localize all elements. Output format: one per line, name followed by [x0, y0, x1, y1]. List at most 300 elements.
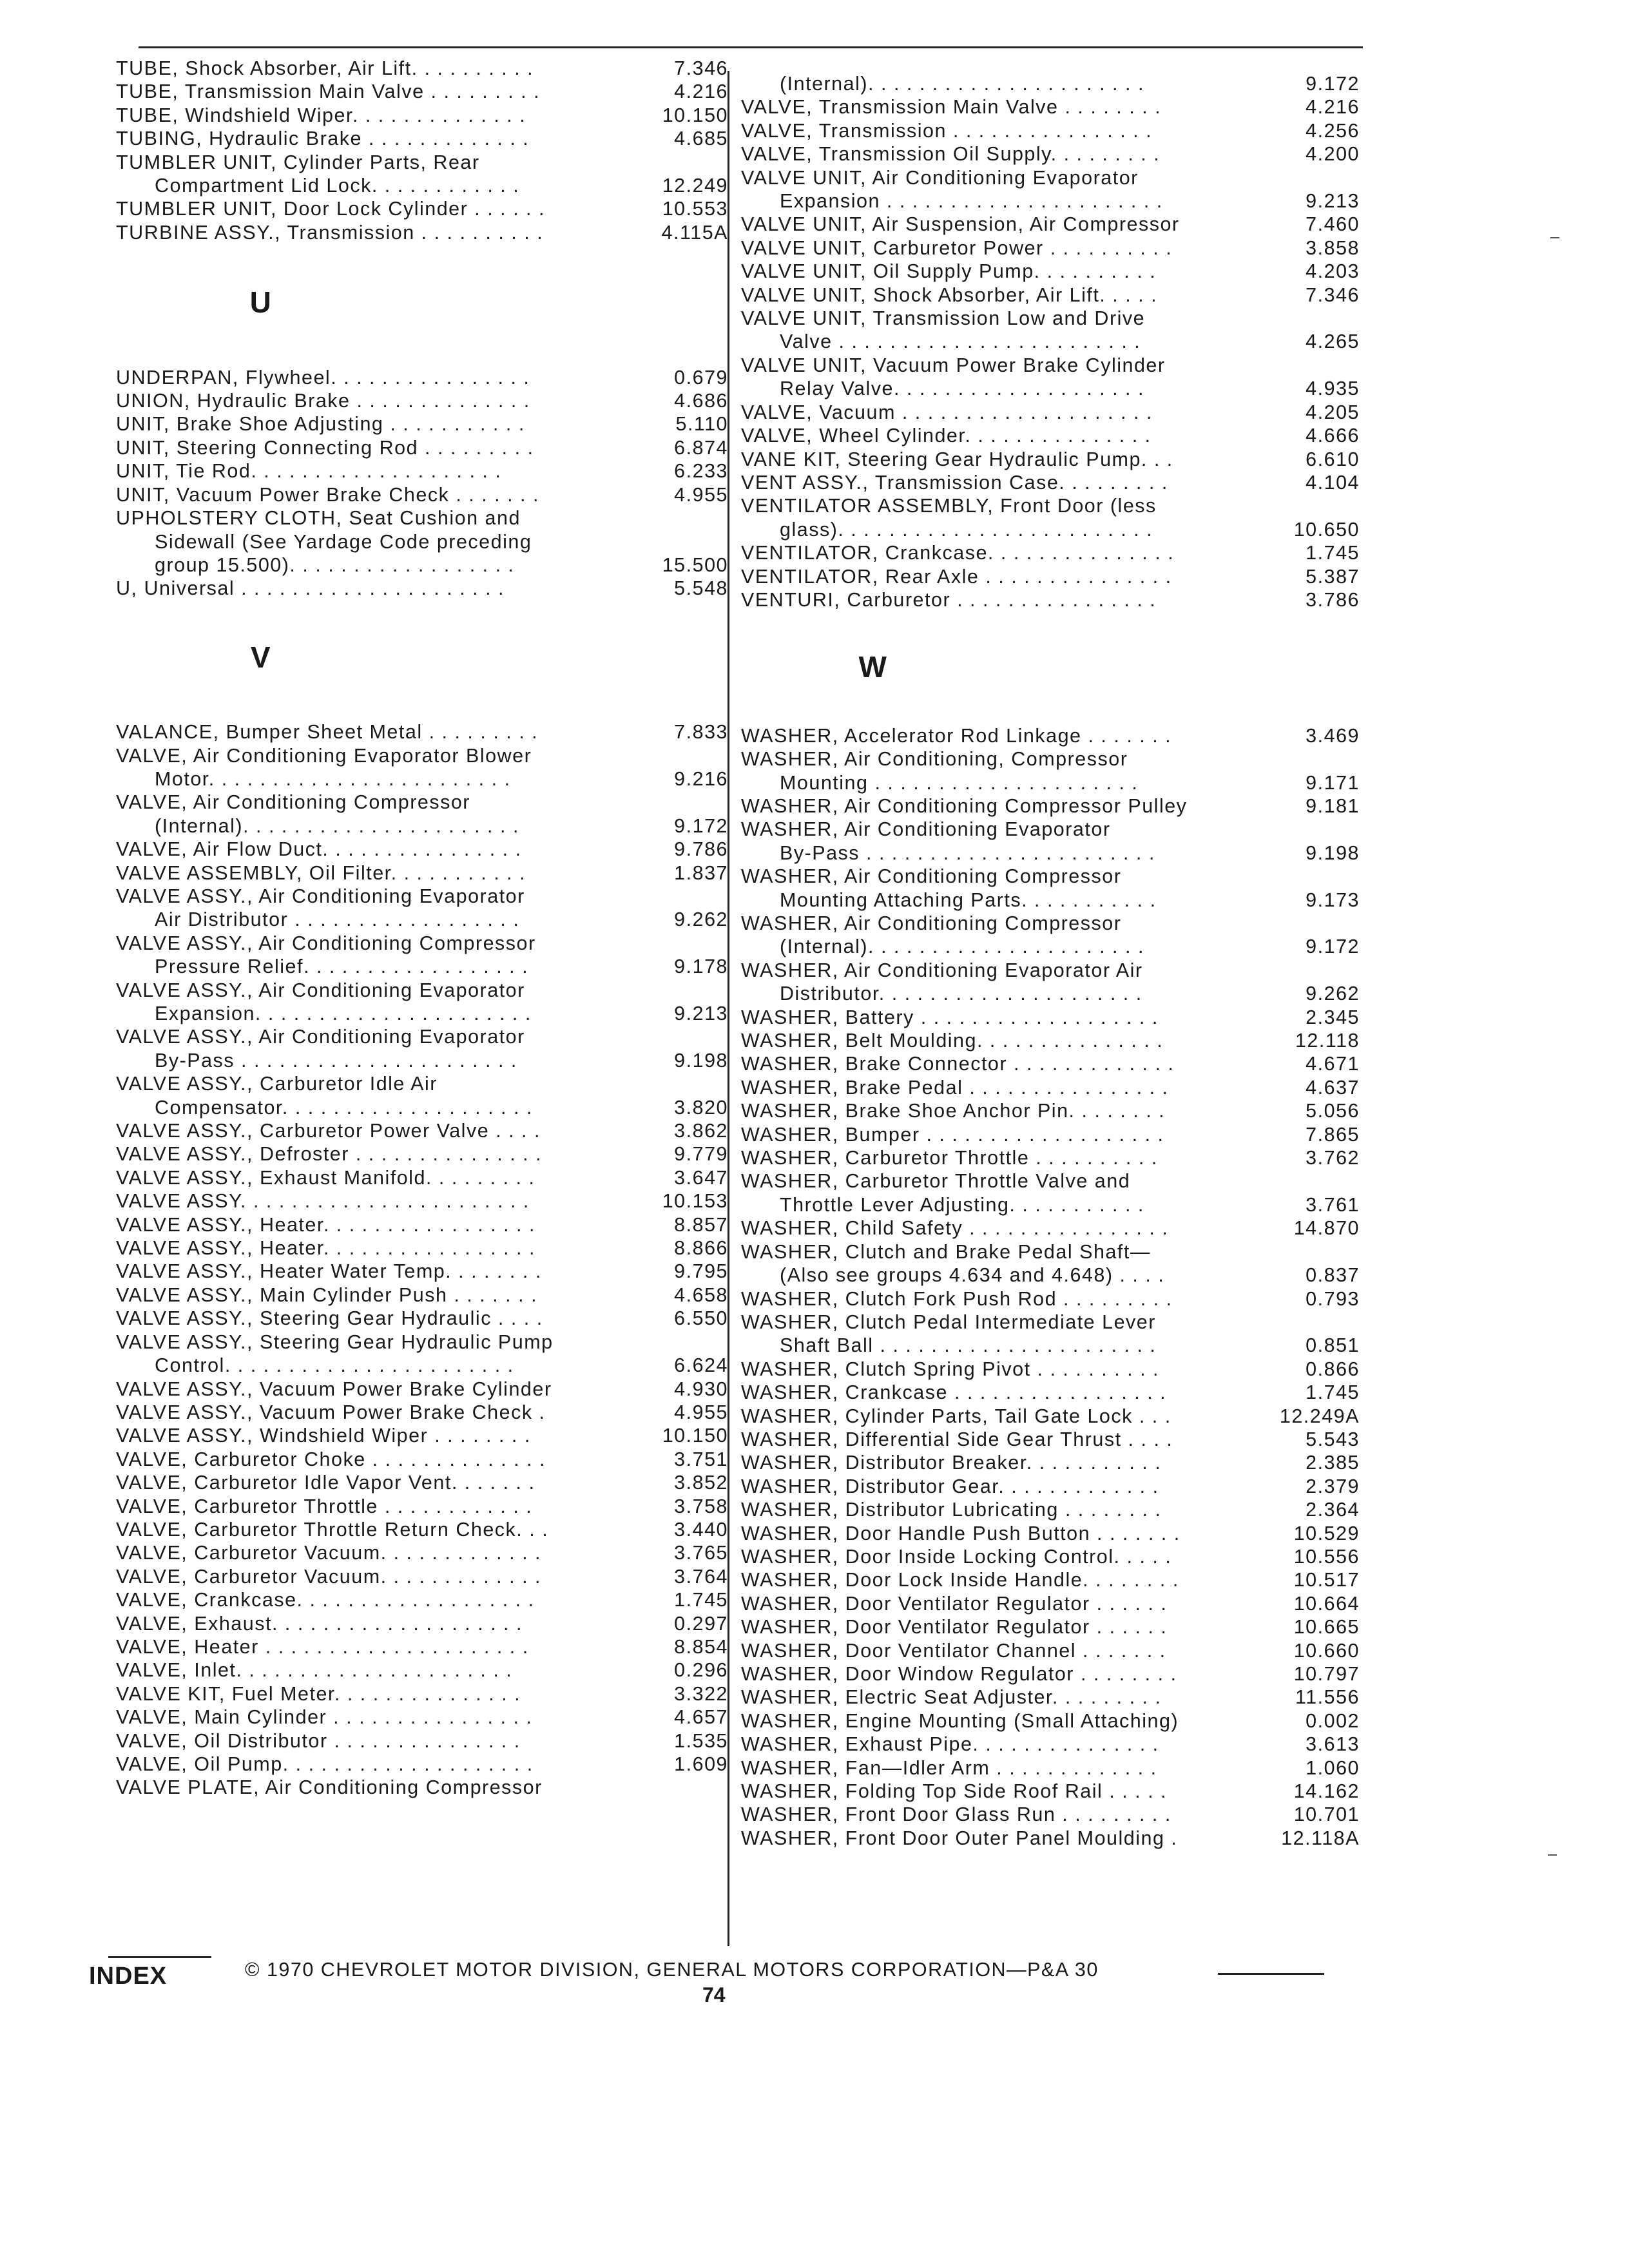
entry-line: (Internal). . . . . . . . . . . . . . . . . . . . . . — [780, 73, 1144, 95]
entry-line: VALVE, Heater . . . . . . . . . . . . . . . . . . . . . — [116, 1635, 529, 1658]
index-entry — [116, 932, 728, 979]
entry-text — [116, 1260, 631, 1283]
entry-line: WASHER, Electric Seat Adjuster. . . . . . . . . — [741, 1686, 1162, 1709]
index-entry — [116, 80, 728, 103]
entry-text — [741, 1686, 1263, 1709]
index-entry — [116, 1236, 728, 1260]
entry-line: WASHER, Air Conditioning Evaporator Air — [741, 959, 1143, 981]
entry-ref-number: 4.216 — [1306, 96, 1360, 119]
entry-ref-number: 6.624 — [674, 1354, 728, 1377]
entry-text — [741, 1216, 1263, 1240]
entry-text — [116, 1189, 631, 1213]
entry-text — [741, 1639, 1263, 1662]
entry-ref-number: 9.181 — [1306, 794, 1360, 817]
footer-rule-left — [108, 1956, 211, 1958]
entry-text — [741, 213, 1263, 236]
index-entry — [116, 1706, 728, 1729]
entry-text — [116, 459, 631, 483]
entry-ref-number: 10.660 — [1293, 1639, 1360, 1662]
entry-ref-number: 10.150 — [662, 1425, 728, 1447]
entry-line: WASHER, Door Inside Locking Control. . . . . — [741, 1545, 1172, 1568]
entry-ref-number: 9.172 — [1306, 73, 1360, 95]
top-rule — [139, 46, 1363, 48]
index-label: INDEX — [89, 1963, 168, 1990]
page-number: 74 — [702, 1983, 726, 2006]
entry-line: WASHER, Brake Shoe Anchor Pin. . . . . . . . — [741, 1100, 1166, 1122]
entry-ref-number: 10.517 — [1293, 1569, 1360, 1591]
entry-line: Pressure Relief. . . . . . . . . . . . . . . . . . — [155, 956, 529, 978]
index-entry — [741, 1006, 1360, 1029]
entry-ref-number: 4.205 — [1306, 401, 1360, 423]
index-entry — [116, 197, 728, 220]
index-entry — [741, 1123, 1360, 1146]
entry-text — [741, 865, 1263, 912]
index-entry — [116, 104, 728, 127]
entry-line: Mounting Attaching Parts. . . . . . . . . . . — [780, 889, 1157, 911]
entry-line: Expansion . . . . . . . . . . . . . . . . . . . . . . — [780, 190, 1163, 213]
entry-ref-number: 8.866 — [674, 1237, 728, 1260]
entry-text — [741, 1592, 1263, 1615]
entry-line: VALVE ASSY., Air Conditioning Evaporator — [116, 1026, 525, 1048]
entry-text — [741, 260, 1263, 283]
entry-line: WASHER, Door Ventilator Regulator . . . . . . — [741, 1616, 1168, 1639]
entry-text — [741, 142, 1263, 166]
copyright-line: © 1970 CHEVROLET MOTOR DIVISION, GENERAL MOTORS CORPORATION—P&A 30 — [245, 1959, 1099, 1981]
margin-mark — [1550, 237, 1559, 238]
entry-ref-number: 4.686 — [674, 390, 728, 412]
entry-ref-number: 0.297 — [674, 1612, 728, 1635]
entry-text — [741, 494, 1263, 541]
entry-line: By-Pass . . . . . . . . . . . . . . . . . . . . . . — [155, 1049, 517, 1072]
entry-text — [741, 1169, 1263, 1216]
entry-text — [116, 979, 631, 1026]
index-entry — [116, 1658, 728, 1682]
index-entry — [116, 1495, 728, 1518]
entry-line: WASHER, Brake Connector . . . . . . . . . . . . . — [741, 1053, 1175, 1075]
entry-line: VALVE ASSY., Vacuum Power Brake Check . — [116, 1401, 546, 1423]
entry-text — [741, 1146, 1263, 1169]
entry-text — [741, 1733, 1263, 1756]
entry-text — [116, 1706, 631, 1729]
index-entry — [116, 1471, 728, 1494]
entry-text — [741, 424, 1263, 447]
entry-line: WASHER, Door Lock Inside Handle. . . . . . . . — [741, 1569, 1179, 1591]
entry-ref-number: 9.779 — [674, 1143, 728, 1166]
entry-text — [116, 1588, 631, 1611]
entry-text — [741, 1498, 1263, 1521]
entry-ref-number: 3.852 — [674, 1472, 728, 1494]
index-entry — [116, 1753, 728, 1776]
entry-line: VALVE, Transmission . . . . . . . . . . . . . . . . — [741, 119, 1153, 142]
entry-ref-number: 1.745 — [1306, 1381, 1360, 1404]
entry-ref-number: 7.346 — [1306, 284, 1360, 306]
entry-line: WASHER, Air Conditioning, Compressor — [741, 748, 1128, 771]
entry-text — [741, 1358, 1263, 1381]
index-entry — [116, 127, 728, 150]
entry-line: UNIT, Tie Rod. . . . . . . . . . . . . . . . . . . . — [116, 460, 502, 483]
entry-line: TUBING, Hydraulic Brake . . . . . . . . . . . . . — [116, 128, 530, 150]
entry-line: WASHER, Folding Top Side Roof Rail . . . . . — [741, 1780, 1167, 1803]
entry-ref-number: 4.216 — [674, 81, 728, 103]
entry-line: WASHER, Carburetor Throttle . . . . . . . . . . — [741, 1147, 1158, 1169]
entry-ref-number: 9.795 — [674, 1260, 728, 1283]
entry-ref-number: 6.874 — [674, 436, 728, 459]
entry-text — [116, 57, 631, 80]
entry-line: Air Distributor . . . . . . . . . . . . . . . . . . — [155, 908, 520, 931]
entry-text — [741, 588, 1263, 611]
entry-ref-number: 1.535 — [674, 1729, 728, 1752]
entry-text — [741, 818, 1263, 865]
entry-text — [741, 1076, 1263, 1099]
entry-line: group 15.500). . . . . . . . . . . . . . . . . . — [155, 553, 515, 576]
entry-line: WASHER, Engine Mounting (Small Attaching) — [741, 1709, 1179, 1732]
index-entry — [741, 959, 1360, 1006]
entry-text — [116, 1307, 631, 1330]
index-entry — [741, 1592, 1360, 1615]
entry-line: VALVE, Carburetor Throttle Return Check. . . — [116, 1518, 549, 1541]
index-entry — [741, 401, 1360, 424]
entry-text — [116, 932, 631, 979]
entry-line: VALVE ASSY., Exhaust Manifold. . . . . . . . . — [116, 1166, 535, 1189]
entry-ref-number: 9.262 — [674, 908, 728, 931]
entry-line: VALVE UNIT, Transmission Low and Drive — [741, 307, 1146, 330]
entry-ref-number: 7.460 — [1306, 213, 1360, 236]
entry-text — [116, 1166, 631, 1189]
index-entry — [116, 436, 728, 459]
entry-ref-number: 5.110 — [675, 413, 728, 436]
index-entry — [116, 1025, 728, 1072]
entry-text — [116, 744, 631, 791]
entry-line: UNIT, Brake Shoe Adjusting . . . . . . . . . . . — [116, 413, 525, 436]
entry-line: VALVE, Crankcase. . . . . . . . . . . . . . . . . . . — [116, 1589, 535, 1611]
entry-ref-number: 1.745 — [1306, 542, 1360, 564]
entry-line: Compensator. . . . . . . . . . . . . . . . . . . . — [155, 1096, 533, 1119]
entry-ref-number: 11.556 — [1295, 1686, 1360, 1709]
entry-ref-number: 3.762 — [1306, 1147, 1360, 1169]
entry-ref-number: 2.345 — [1306, 1006, 1360, 1028]
entry-text — [116, 1612, 631, 1635]
entry-ref-number: 3.820 — [674, 1096, 728, 1119]
index-entry — [741, 1287, 1360, 1311]
entry-text — [741, 1428, 1263, 1451]
entry-ref-number: 9.262 — [1306, 983, 1360, 1005]
index-entry — [741, 1733, 1360, 1756]
entry-line: Sidewall (See Yardage Code preceding — [155, 530, 532, 553]
entry-text — [116, 861, 631, 885]
entry-text — [741, 1827, 1263, 1850]
entry-text — [741, 1615, 1263, 1639]
entry-ref-number: 12.118A — [1281, 1827, 1360, 1849]
index-entry — [116, 1166, 728, 1189]
entry-ref-number: 1.745 — [674, 1589, 728, 1611]
entry-text — [116, 1025, 631, 1072]
entry-text — [741, 1756, 1263, 1780]
entry-text — [116, 80, 631, 103]
entry-line: WASHER, Carburetor Throttle Valve and — [741, 1170, 1131, 1193]
index-entry — [741, 424, 1360, 447]
index-entry — [116, 389, 728, 412]
entry-text — [116, 389, 631, 412]
entry-line: WASHER, Brake Pedal . . . . . . . . . . . . . . . . — [741, 1076, 1169, 1099]
index-entry — [116, 979, 728, 1026]
entry-line: Relay Valve. . . . . . . . . . . . . . . . . . . . — [780, 378, 1144, 400]
margin-mark — [1548, 1854, 1557, 1856]
entry-ref-number: 7.346 — [674, 57, 728, 79]
entry-line: UNDERPAN, Flywheel. . . . . . . . . . . . . . . . — [116, 366, 530, 389]
entry-line: WASHER, Distributor Lubricating . . . . . . . . — [741, 1499, 1162, 1521]
entry-text — [741, 724, 1263, 747]
entry-line: UNION, Hydraulic Brake . . . . . . . . . . . . . . — [116, 390, 530, 412]
entry-ref-number: 4.685 — [674, 128, 728, 150]
index-entry — [116, 1448, 728, 1471]
entry-text — [741, 1405, 1263, 1428]
entry-ref-number: 6.610 — [1306, 448, 1360, 470]
entry-ref-number: 3.761 — [1306, 1193, 1360, 1216]
entry-line: VALVE ASSY., Heater. . . . . . . . . . . . . . . . . — [116, 1213, 535, 1236]
entry-line: WASHER, Air Conditioning Compressor — [741, 865, 1122, 888]
entry-line: WASHER, Air Conditioning Compressor Pulley — [741, 794, 1188, 817]
entry-line: WASHER, Crankcase . . . . . . . . . . . . . . . . . — [741, 1381, 1167, 1404]
entry-text — [741, 1709, 1263, 1733]
entry-text — [741, 307, 1263, 354]
entry-line: VALVE ASSY., Vacuum Power Brake Cylinder — [116, 1378, 552, 1400]
index-entry — [741, 588, 1360, 611]
index-entry — [741, 354, 1360, 401]
entry-text — [116, 436, 631, 459]
entry-ref-number: 1.837 — [674, 861, 728, 884]
entry-line: VALVE UNIT, Shock Absorber, Air Lift. . . . . — [741, 284, 1158, 306]
entry-line: WASHER, Air Conditioning Compressor — [741, 912, 1122, 934]
index-entry — [116, 1424, 728, 1447]
index-entry — [741, 236, 1360, 260]
entry-text — [116, 1729, 631, 1753]
index-entry — [116, 1565, 728, 1588]
index-entry — [741, 1709, 1360, 1733]
entry-line: VENTILATOR, Rear Axle . . . . . . . . . . . . . . . — [741, 565, 1172, 588]
entry-line: VALVE, Oil Distributor . . . . . . . . . . . . . . . — [116, 1729, 521, 1752]
entry-ref-number: 3.862 — [674, 1120, 728, 1142]
entry-text — [741, 1099, 1263, 1122]
entry-ref-number: 3.764 — [674, 1565, 728, 1588]
index-entry — [741, 1099, 1360, 1122]
entry-ref-number: 10.797 — [1293, 1663, 1360, 1685]
entry-line: WASHER, Front Door Outer Panel Moulding . — [741, 1827, 1178, 1849]
entry-text — [741, 1545, 1263, 1568]
index-entry — [741, 119, 1360, 142]
index-entry — [741, 142, 1360, 166]
index-entry — [741, 1428, 1360, 1451]
entry-text — [741, 72, 1263, 95]
entry-text — [116, 1518, 631, 1541]
entry-ref-number: 4.671 — [1306, 1053, 1360, 1075]
index-entry — [741, 1662, 1360, 1686]
entry-ref-number: 10.556 — [1293, 1545, 1360, 1568]
entry-line: WASHER, Door Ventilator Regulator . . . . . . — [741, 1592, 1168, 1615]
index-entry — [741, 1052, 1360, 1075]
entry-line: (Also see groups 4.634 and 4.648) . . . . — [780, 1264, 1165, 1287]
entry-text — [741, 1475, 1263, 1498]
index-entry — [116, 1635, 728, 1658]
entry-text — [116, 104, 631, 127]
entry-text — [741, 166, 1263, 213]
index-entry — [116, 1612, 728, 1635]
index-entry — [116, 1072, 728, 1119]
entry-line: VALVE ASSY., Air Conditioning Evaporator — [116, 979, 525, 1001]
entry-line: WASHER, Distributor Gear. . . . . . . . . . . . . — [741, 1475, 1159, 1497]
entry-ref-number: 0.793 — [1306, 1287, 1360, 1310]
entry-ref-number: 9.172 — [1306, 936, 1360, 958]
entry-ref-number: 5.548 — [674, 577, 728, 600]
entry-line: VENTILATOR ASSEMBLY, Front Door (less — [741, 495, 1157, 517]
entry-ref-number: 0.296 — [674, 1659, 728, 1682]
entry-line: WASHER, Door Ventilator Channel . . . . . . . — [741, 1639, 1166, 1662]
entry-text — [741, 1780, 1263, 1803]
index-entry — [741, 307, 1360, 354]
entry-line: VALVE ASSY., Defroster . . . . . . . . . . . . . . . — [116, 1143, 543, 1166]
entry-text — [741, 565, 1263, 588]
index-entry — [116, 838, 728, 861]
entry-ref-number: 1.060 — [1306, 1756, 1360, 1779]
index-entry — [741, 95, 1360, 119]
index-entry — [741, 213, 1360, 236]
entry-line: VALVE ASSY., Steering Gear Hydraulic . . . . — [116, 1307, 543, 1330]
index-entry — [741, 260, 1360, 283]
footer-rule-right — [1218, 1973, 1324, 1975]
entry-line: VALVE, Transmission Oil Supply. . . . . . . . . — [741, 143, 1161, 166]
entry-ref-number: 3.786 — [1306, 588, 1360, 611]
entry-ref-number: 4.115A — [661, 221, 728, 244]
entry-ref-number: 8.857 — [674, 1213, 728, 1236]
entry-line: VALVE ASSY., Heater. . . . . . . . . . . . . . . . . — [116, 1237, 535, 1260]
index-entry — [116, 1682, 728, 1706]
index-entry — [741, 1475, 1360, 1498]
entry-text — [741, 1029, 1263, 1052]
entry-text — [116, 1401, 631, 1424]
entry-line: VALVE ASSY., Steering Gear Hydraulic Pump — [116, 1331, 554, 1353]
entry-line: VALVE UNIT, Oil Supply Pump. . . . . . . . . . — [741, 260, 1157, 283]
w-entries — [741, 724, 1360, 1850]
entry-text — [741, 1006, 1263, 1029]
entry-line: VALVE KIT, Fuel Meter. . . . . . . . . . . . . . . — [116, 1682, 521, 1705]
index-entry — [741, 1498, 1360, 1521]
entry-ref-number: 5.387 — [1306, 565, 1360, 588]
entry-line: Valve . . . . . . . . . . . . . . . . . . . . . . . . — [780, 331, 1141, 353]
entry-ref-number: 9.198 — [1306, 841, 1360, 864]
entry-line: WASHER, Door Handle Push Button . . . . . . . — [741, 1522, 1181, 1544]
entry-text — [741, 541, 1263, 564]
entry-ref-number: 12.118 — [1295, 1030, 1360, 1052]
entry-line: (Internal). . . . . . . . . . . . . . . . . . . . . . — [155, 814, 519, 837]
entry-line: WASHER, Front Door Glass Run . . . . . . . . . — [741, 1803, 1171, 1826]
entry-line: VALVE, Main Cylinder . . . . . . . . . . . . . . . . — [116, 1706, 533, 1729]
index-entry — [741, 1780, 1360, 1803]
right-column — [741, 72, 1360, 1850]
entry-text — [116, 1658, 631, 1682]
entry-text — [116, 1682, 631, 1706]
entry-ref-number: 9.213 — [674, 1003, 728, 1024]
index-entry — [116, 1213, 728, 1236]
index-entry — [741, 1827, 1360, 1850]
index-entry — [741, 1146, 1360, 1169]
entry-text — [116, 483, 631, 506]
index-entry — [116, 459, 728, 483]
entry-text — [741, 1240, 1263, 1287]
entry-text — [116, 1471, 631, 1494]
entry-line: VALVE, Exhaust. . . . . . . . . . . . . . . . . . . . — [116, 1612, 523, 1635]
entry-text — [116, 1283, 631, 1307]
entry-text — [741, 448, 1263, 471]
entry-line: WASHER, Battery . . . . . . . . . . . . . . . . . . . — [741, 1006, 1159, 1028]
u-entries — [116, 366, 728, 601]
index-entry — [741, 1169, 1360, 1216]
entry-line: TUBE, Windshield Wiper. . . . . . . . . . . . . . — [116, 104, 526, 126]
entry-ref-number: 9.216 — [674, 767, 728, 790]
entry-ref-number: 4.955 — [674, 483, 728, 506]
index-entry — [116, 366, 728, 389]
v-entries — [116, 720, 728, 1800]
entry-ref-number: 10.701 — [1293, 1803, 1360, 1826]
entry-ref-number: 1.609 — [674, 1753, 728, 1775]
index-entry — [116, 1518, 728, 1541]
entry-line: VALANCE, Bumper Sheet Metal . . . . . . . . . — [116, 721, 539, 744]
entry-text — [741, 401, 1263, 424]
entry-line: WASHER, Door Window Regulator . . . . . . . . — [741, 1663, 1177, 1685]
index-entry — [741, 1545, 1360, 1568]
index-entry — [741, 494, 1360, 541]
index-entry — [116, 744, 728, 791]
entry-line: WASHER, Fan—Idler Arm . . . . . . . . . . . . . — [741, 1756, 1157, 1779]
entry-line: TUMBLER UNIT, Cylinder Parts, Rear — [116, 151, 480, 173]
index-entry — [741, 1029, 1360, 1052]
entry-ref-number: 4.256 — [1306, 119, 1360, 142]
section-heading-u: U — [249, 285, 273, 320]
entry-ref-number: 10.665 — [1293, 1616, 1360, 1639]
entry-ref-number: 10.153 — [662, 1190, 728, 1213]
entry-line: VANE KIT, Steering Gear Hydraulic Pump. . . — [741, 448, 1173, 470]
entry-text — [116, 1236, 631, 1260]
entry-line: VALVE PLATE, Air Conditioning Compressor — [116, 1776, 543, 1799]
index-entry — [741, 1358, 1360, 1381]
entry-ref-number: 0.866 — [1306, 1358, 1360, 1380]
entry-text — [116, 1635, 631, 1658]
index-entry — [116, 1401, 728, 1424]
entry-line: VENT ASSY., Transmission Case. . . . . . . . . — [741, 471, 1168, 494]
entry-line: WASHER, Cylinder Parts, Tail Gate Lock . . . — [741, 1405, 1171, 1427]
entry-ref-number: 5.056 — [1306, 1100, 1360, 1122]
entry-ref-number: 3.469 — [1306, 724, 1360, 747]
entry-line: WASHER, Child Safety . . . . . . . . . . . . . . . . — [741, 1217, 1169, 1240]
entry-text — [116, 127, 631, 150]
entry-line: VENTILATOR, Crankcase. . . . . . . . . . . . . . . — [741, 542, 1175, 564]
entry-line: WASHER, Accelerator Rod Linkage . . . . . . . — [741, 724, 1172, 747]
entry-ref-number: 4.200 — [1306, 143, 1360, 166]
section-heading-v: V — [250, 640, 272, 674]
entry-ref-number: 0.679 — [674, 366, 728, 389]
index-entry — [741, 1522, 1360, 1545]
index-entry — [741, 284, 1360, 307]
index-entry — [741, 1381, 1360, 1404]
entry-line: WASHER, Clutch Pedal Intermediate Lever — [741, 1311, 1156, 1333]
entry-line: WASHER, Distributor Breaker. . . . . . . . . . . — [741, 1452, 1162, 1474]
entry-ref-number: 4.637 — [1306, 1076, 1360, 1099]
index-entry — [741, 794, 1360, 818]
entry-text — [116, 885, 631, 932]
index-entry — [741, 541, 1360, 564]
index-entry — [116, 1119, 728, 1142]
entry-ref-number: 6.233 — [674, 460, 728, 483]
entry-ref-number: 9.171 — [1306, 771, 1360, 794]
index-entry — [741, 1311, 1360, 1358]
